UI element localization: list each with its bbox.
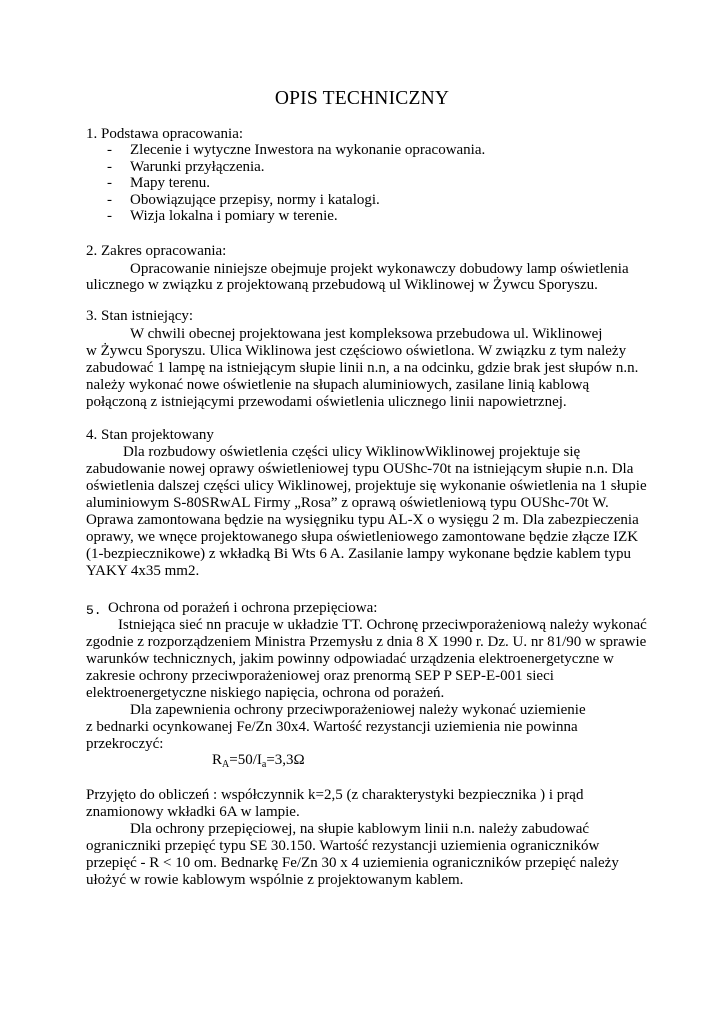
document-title: OPIS TECHNICZNY: [274, 88, 450, 109]
list-item: Mapy terenu.: [130, 175, 210, 191]
paragraph-line: Oprawa zamontowana będzie na wysięgniku typu AL-X o wysięgu 2 m. Dla zabezpieczenia: [86, 512, 639, 528]
list-bullet: -: [107, 142, 112, 158]
list-item: Warunki przyłączenia.: [130, 159, 265, 175]
paragraph-line: (1-bezpiecznikowe) z wkładką Bi Wts 6 A. Zasilanie lampy wykonane będzie kablem typu: [86, 546, 631, 562]
section-3-heading: 3. Stan istniejący:: [86, 308, 194, 324]
paragraph-line: YAKY 4x35 mm2.: [86, 563, 200, 579]
paragraph-line: Przyjęto do obliczeń : współczynnik k=2,5 (z charakterystyki bezpiecznika ) i prąd: [86, 787, 584, 803]
paragraph-line: oświetlenia dalszej części ulicy Wiklinowej, projektuje się wykonanie oświetlenia na 1 słupie: [86, 478, 647, 494]
paragraph-line: aluminiowym S-80SRwAL Firmy „Rosa” z oprawą oświetleniową typu OUShc-70t W.: [86, 495, 609, 511]
list-item: Wizja lokalna i pomiary w terenie.: [130, 208, 338, 224]
paragraph-line: przekroczyć:: [86, 736, 164, 752]
list-bullet: -: [107, 159, 112, 175]
section-5-heading: Ochrona od porażeń i ochrona przepięciowa:: [108, 600, 378, 616]
section-2-heading: 2. Zakres opracowania:: [86, 243, 227, 259]
formula-i-subscript: a: [261, 759, 267, 770]
list-bullet: -: [107, 208, 112, 224]
paragraph-line: zakresie ochrony przeciwporażeniowej oraz prenormą SEP P SEP-E-001 sieci: [86, 668, 554, 684]
paragraph-line: przepięć - R < 10 om. Bednarkę Fe/Zn 30 x 4 uziemienia ograniczników przepięć należy: [86, 855, 619, 871]
paragraph-line: Dla ochrony przepięciowej, na słupie kablowym linii n.n. należy zabudować: [130, 821, 590, 837]
paragraph-line: elektroenergetyczne niskiego napięcia, ochrona od porażeń.: [86, 685, 445, 701]
section-4-heading: 4. Stan projektowany: [86, 427, 214, 443]
paragraph-line: Istniejąca sieć nn pracuje w układzie TT. Ochronę przeciwporażeniową należy wykonać: [118, 617, 647, 633]
formula-r-subscript: A: [222, 759, 230, 770]
paragraph-line: warunków technicznych, jakim powinny odpowiadać urządzenia elektroenergetyczne w: [86, 651, 614, 667]
paragraph-line: połączoną z istniejącymi przewodami oświetlenia ulicznego linii napowietrznej.: [86, 394, 567, 410]
list-item: Zlecenie i wytyczne Inwestora na wykonanie opracowania.: [130, 142, 486, 158]
paragraph-line: znamionowy wkładki 6A w lampie.: [86, 804, 300, 820]
paragraph-line: W chwili obecnej projektowana jest kompleksowa przebudowa ul. Wiklinowej: [130, 326, 603, 342]
paragraph-line: Dla rozbudowy oświetlenia części ulicy WiklinowWiklinowej projektuje się: [123, 444, 581, 460]
paragraph-line: zgodnie z rozporządzeniem Ministra Przemysłu z dnia 8 X 1990 r. Dz. U. nr 81/90 w sprawie: [86, 634, 647, 650]
formula-result: =3,3Ω: [266, 752, 305, 768]
section-5-number: 5.: [86, 603, 102, 618]
paragraph-line: zabudowanie nowej oprawy oświetleniowej typu OUShc-70t na istniejącym słupie n.n. Dla: [86, 461, 634, 477]
list-bullet: -: [107, 192, 112, 208]
paragraph-line: Opracowanie niniejsze obejmuje projekt wykonawczy dobudowy lamp oświetlenia: [130, 261, 629, 277]
paragraph-line: ułożyć w rowie kablowym wspólnie z projektowanym kablem.: [86, 872, 464, 888]
paragraph-line: ograniczniki przepięć typu SE 30.150. Wartość rezystancji uziemienia ograniczników: [86, 838, 600, 854]
paragraph-line: należy wykonać nowe oświetlenie na słupach aluminiowych, zasilane linią kablową: [86, 377, 590, 393]
section-1-heading: 1. Podstawa opracowania:: [86, 126, 244, 142]
paragraph-line: z bednarki ocynkowanej Fe/Zn 30x4. Wartość rezystancji uziemienia nie powinna: [86, 719, 578, 735]
paragraph-line: w Żywcu Sporyszu. Ulica Wiklinowa jest częściowo oświetlona. W związku z tym należy: [86, 343, 627, 359]
resistance-formula: [212, 752, 305, 769]
list-item: Obowiązujące przepisy, normy i katalogi.: [130, 192, 380, 208]
paragraph-line: oprawy, we wnęce projektowanego słupa oświetleniowego zamontowane będzie złącze IZK: [86, 529, 639, 545]
formula-divisor: =50/I: [229, 752, 262, 768]
list-bullet: -: [107, 175, 112, 191]
paragraph-line: zabudować 1 lampę na istniejącym słupie linii n.n, a na odcinku, gdzie brak jest słupów n.n.: [86, 360, 639, 376]
paragraph-line: ulicznego w związku z projektowaną przebudową ul Wiklinowej w Żywcu Sporyszu.: [86, 277, 598, 293]
paragraph-line: Dla zapewnienia ochrony przeciwporażeniowej należy wykonać uziemienie: [130, 702, 586, 718]
formula-r: R: [212, 752, 223, 768]
